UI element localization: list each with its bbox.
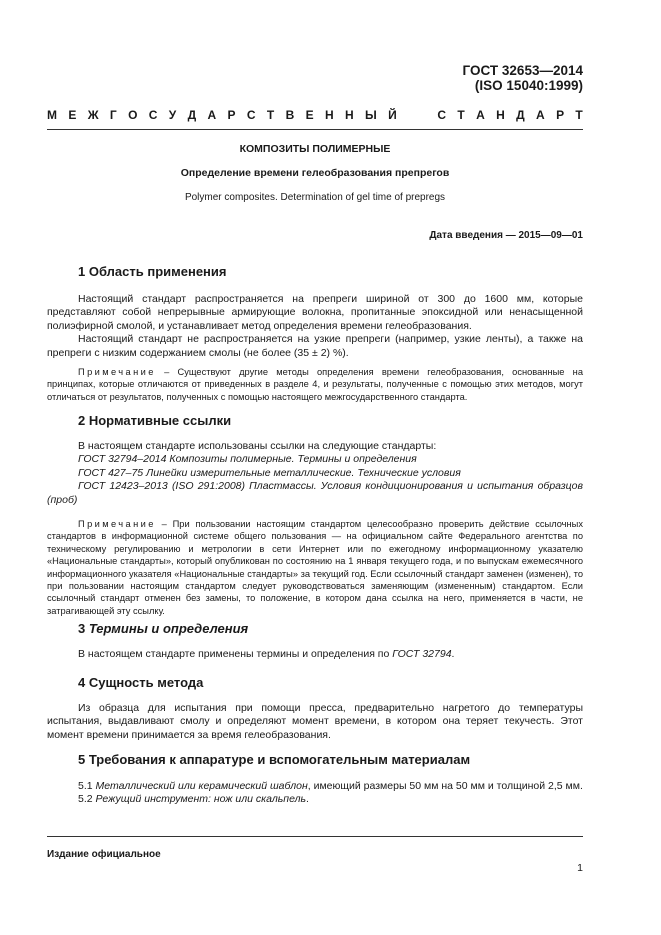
header-divider	[47, 129, 583, 130]
banner-letter: А	[536, 108, 545, 122]
section-3-reference: ГОСТ 32794	[392, 648, 452, 660]
section-2-heading: 2 Нормативные ссылки	[78, 413, 232, 428]
section-5-heading: 5 Требования к аппаратуре и вспомогательным материалам	[78, 752, 471, 767]
banner-letter: Н	[496, 108, 505, 122]
banner-letter: Й	[388, 108, 397, 122]
banner-letter	[423, 108, 426, 122]
iso-number: (ISO 15040:1999)	[474, 78, 583, 93]
english-title: Polymer composites. Determination of gel time of prepregs	[184, 192, 446, 203]
section-3-text-end: .	[451, 648, 455, 660]
note-text: – Существуют другие методы определения времени гелеобразования, основанные на принципах, которые отличаются от приведенных в разделе 4, и результаты, полученные с помощью этих методов, могут отличаться от результатов, полученных с помощью настоящего межгосударственного стандарта.	[47, 367, 583, 402]
introduction-date: Дата введения — 2015—09—01	[429, 230, 583, 241]
banner-letter: Д	[516, 108, 525, 122]
section-3-text: В настоящем стандарте применены термины и определения по	[78, 648, 393, 660]
section-1-paragraph-1: Настоящий стандарт распространяется на препреги шириной от 300 до 1600 мм, которые представляют собой непрерывные армирующие волокна, пропитанные эпоксидной или ненасыщенной полиэфирной смолой, и устанавливает метод определения времени гелеобразования.	[47, 293, 583, 332]
section-3-heading	[78, 621, 248, 636]
banner-letter: Д	[187, 108, 197, 122]
section-2-intro: В настоящем стандарте использованы ссылки на следующие стандарты:	[78, 440, 437, 452]
section-5-item-1: 5.1 Металлический или керамический шаблон, имеющий размеры 50 мм на 50 мм и толщиной 2,5 мм.	[78, 780, 583, 792]
banner-letter: Г	[109, 108, 117, 122]
document-subtitle: Определение времени гелеобразования препрегов	[180, 167, 450, 179]
banner-letter: А	[207, 108, 217, 122]
section-1-body	[47, 293, 583, 360]
official-edition-label: Издание официальное	[47, 849, 161, 860]
document-number-block	[463, 63, 583, 93]
section-5-item-2: 5.2 Режущий инструмент: нож или скальпель.	[78, 793, 309, 806]
note-label: Примечание	[78, 367, 156, 377]
banner-letter: В	[285, 108, 295, 122]
banner-letter: Н	[324, 108, 334, 122]
banner-letter: Ы	[364, 108, 377, 122]
section-4-text: Из образца для испытания при помощи пресса, предварительно нагретого до температуры испытания, выдавливают смолу и определяют момент времени, в котором она теряет текучесть. Этот момент времени принимается за время гелеобразования.	[47, 702, 583, 741]
footer-divider	[47, 836, 583, 837]
banner-letter: У	[168, 108, 177, 122]
section-2-note	[47, 518, 583, 617]
section-3-number: 3	[78, 621, 89, 636]
banner-letter: Т	[266, 108, 275, 122]
page-number: 1	[577, 862, 583, 874]
section-1-note	[47, 366, 583, 403]
interstate-standard-banner	[47, 108, 583, 122]
banner-letter: Н	[344, 108, 354, 122]
section-4-body	[47, 702, 583, 742]
banner-letter: О	[128, 108, 138, 122]
section-2-body	[47, 440, 583, 507]
banner-letter: Ж	[87, 108, 99, 122]
banner-letter: А	[476, 108, 485, 122]
banner-letter: Е	[305, 108, 314, 122]
banner-letter: Р	[556, 108, 565, 122]
note-text: – При пользовании настоящим стандартом целесообразно проверить действие ссылочных стандартов в информационной системе общего пользования — на официальном сайте Федерального агентства по техническому регулированию и метрологии в сети Интернет или по ежегодному информационному указателю «Национальные стандарты», который опубликован по состоянию на 1 января текущего года, и по выпускам ежемесячного информационного указателя «Национальные стандарты» за текущий год. Если ссылочный стандарт заменен (изменен), то при пользовании настоящим стандартом следует руководствоваться заменяющим (измененным) стандартом. Если ссылочный стандарт отменен без замены, то положение, в котором дана ссылка на него, применяется в части, не затрагивающей эту ссылку.	[47, 519, 583, 616]
banner-letter: Т	[457, 108, 465, 122]
section-4-heading: 4 Сущность метода	[78, 675, 204, 690]
section-1-heading: 1 Область применения	[78, 264, 227, 279]
banner-letter: М	[47, 108, 57, 122]
section-3-body	[47, 648, 583, 661]
reference-item: ГОСТ 12423–2013 (ISO 291:2008) Пластмассы. Условия кондиционирования и испытания образцов (проб)	[47, 480, 583, 506]
reference-item: ГОСТ 427–75 Линейки измерительные металлические. Технические условия	[78, 466, 461, 479]
document-title: КОМПОЗИТЫ ПОЛИМЕРНЫЕ	[239, 143, 391, 155]
banner-letter	[408, 108, 411, 122]
gost-number: ГОСТ 32653—2014	[462, 63, 583, 78]
banner-letter: Е	[68, 108, 77, 122]
banner-letter: С	[148, 108, 158, 122]
banner-letter: Т	[575, 108, 583, 122]
banner-letter: С	[437, 108, 447, 122]
section-3-title: Термины и определения	[88, 621, 249, 636]
banner-letter: Р	[227, 108, 236, 122]
banner-letter: С	[246, 108, 256, 122]
section-5-body	[47, 780, 583, 807]
section-1-paragraph-2: Настоящий стандарт не распространяется на узкие препреги (например, узкие ленты), а также на препреги с низким содержанием смолы (не более (35 ± 2) %).	[47, 333, 583, 359]
reference-item: ГОСТ 32794–2014 Композиты полимерные. Термины и определения	[78, 453, 417, 466]
note-label: Примечание	[78, 519, 156, 529]
